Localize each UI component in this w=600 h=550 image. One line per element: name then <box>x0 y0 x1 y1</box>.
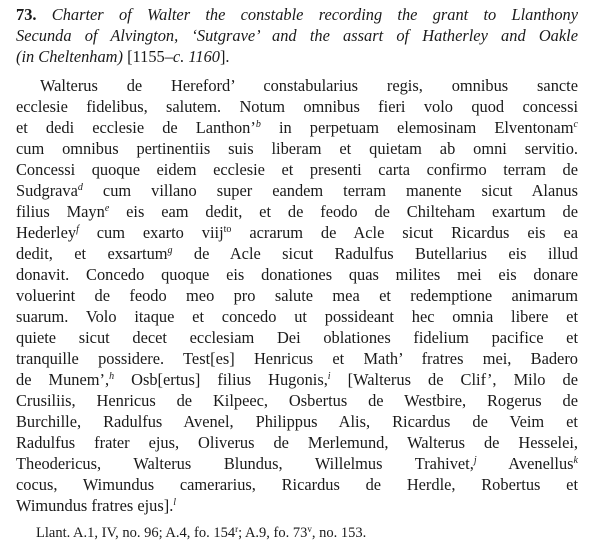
body-line: et dedi ecclesie de Lanthon’$^b$ in perpetuam elemosinam Elventonam$^c$ <box>16 118 578 137</box>
body-line: quiete sicut decet ecclesiam Dei oblationes fidelium pacifice et <box>16 328 578 347</box>
footnote-marker: c <box>573 119 578 130</box>
source-reference: Llant. A.1, IV, no. 96; A.4, fo. 154$^r$; A.9, fo. 73$^v$, no. 153. <box>36 524 367 541</box>
body-line: dedit, et exsartum$^g$ de Acle sicut Radulfus Butellarius eis illud <box>16 244 578 263</box>
footnote-marker: g <box>167 245 173 256</box>
body-line: filius Mayn$^e$ eis eam dedit, et de feodo de Chilteham exartum de <box>16 202 579 221</box>
footnote-marker: b <box>255 119 261 130</box>
body-line: Concessi quoque eidem ecclesie et presenti carta confirmo terram de <box>16 160 578 179</box>
body-line: Sudgrava$^d$ cum villano super eandem terram manente sicut Alanus <box>16 181 578 200</box>
body-line: ecclesie fidelibus, salutem. Notum omnibus fieri volo quod concessi <box>16 97 578 116</box>
body-line: donavit. Concedo quoque eis donationes quas milites mei eis donare <box>16 265 578 284</box>
body-line: Walterus de Hereford’ constabularius regis, omnibus sancte <box>40 76 578 95</box>
body-line: suarum. Volo itaque et concedo ut possideant hec omnia libere et <box>16 307 578 326</box>
footnote-marker: f <box>76 224 79 235</box>
footnote-marker: i <box>327 371 331 382</box>
footnote-marker: h <box>109 371 115 382</box>
body-line: Wimundus fratres ejus].$^l$ <box>16 496 177 515</box>
charter-number: 73. <box>16 5 37 24</box>
charter-heading-line-3: (in Cheltenham) [1155–c. 1160]. <box>16 47 230 66</box>
charter-heading-line-2: Secunda of Alvington, ‘Sutgrave’ and the assart of Hatherley and Oakle <box>16 26 578 45</box>
body-line: Radulfus frater ejus, Oliverus de Merlemund, Walterus de Hesselei, <box>16 433 578 452</box>
body-line: de Munem’,$^h$ Osb[ertus] filius Hugonis,$^i$ [Walterus de Clif’, Milo de <box>16 370 578 389</box>
footnote-marker: d <box>77 182 83 193</box>
body-line: Crusiliis, Henricus de Kilpeec, Osbertus de Westbire, Rogerus de <box>16 391 578 410</box>
footnote-marker: k <box>573 455 578 466</box>
footnote-marker: l <box>173 497 177 508</box>
body-line: cocus, Wimundus camerarius, Ricardus de Herdle, Robertus et <box>16 475 578 494</box>
body-line: Hederley$^f$ cum exarto viij$^{to}$ acrarum de Acle sicut Ricardus eis ea <box>16 223 578 242</box>
footnote-marker: e <box>104 203 110 214</box>
body-line: tranquille possidere. Test[es] Henricus et Math’ fratres mei, Badero <box>16 349 578 368</box>
body-line: voluerint de feodo meo pro salute mea et redemptione animarum <box>16 286 578 305</box>
footnote-marker: j <box>473 455 477 466</box>
charter-heading-line-1: 73. Charter of Walter the constable recording the grant to Llanthony <box>16 5 578 24</box>
body-line: cum omnibus pertinentiis suis liberam et quietam ab omni servitio. <box>16 139 578 158</box>
ordinal-superscript: to <box>223 224 232 235</box>
body-line: Theodericus, Walterus Blundus, Willelmus Trahivet,$^j$ Avenellus$^k$ <box>16 454 578 473</box>
body-line: Burchille, Radulfus Avenel, Philippus Alis, Ricardus de Veim et <box>16 412 578 431</box>
